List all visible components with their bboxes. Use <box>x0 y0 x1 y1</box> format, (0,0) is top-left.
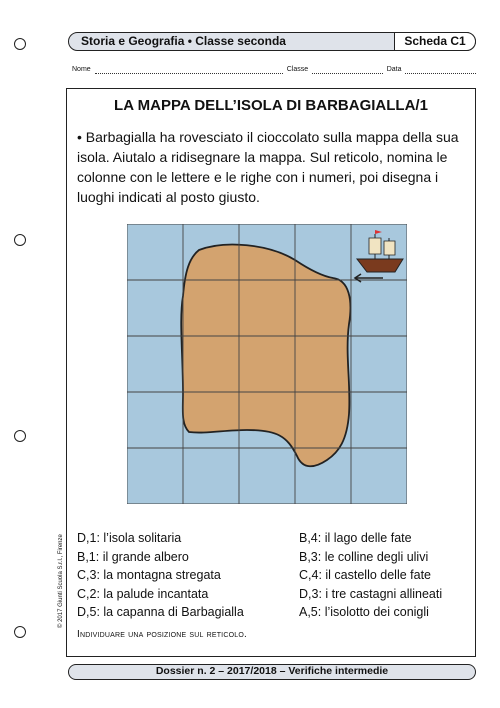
legend-row <box>77 603 469 622</box>
header-bar <box>68 32 476 51</box>
legend-row <box>77 548 469 567</box>
legend-item: C,4: il castello delle fate <box>299 568 432 582</box>
legend-item: D,3: i tre castagni allineati <box>299 586 443 601</box>
binder-hole-1 <box>14 38 26 50</box>
class-field[interactable] <box>312 66 383 74</box>
class-label: Classe <box>286 66 309 73</box>
legend-item: D,5: la capanna di Barbagialla <box>77 605 244 619</box>
legend-item: A,5: l’isolotto dei conigli <box>299 605 429 619</box>
instruction-note: Individuare una posizione sul reticolo. <box>77 629 247 640</box>
footer-bar: Dossier n. 2 – 2017/2018 – Verifiche intermedie <box>68 664 476 680</box>
binder-hole-2 <box>14 234 26 246</box>
legend-item: B,1: il grande albero <box>77 549 189 564</box>
legend <box>77 529 469 622</box>
sheet-label: Scheda C1 <box>394 32 476 51</box>
legend-row <box>77 529 469 548</box>
date-field[interactable] <box>405 66 476 74</box>
legend-item: B,3: le colline degli ulivi <box>299 549 429 564</box>
legend-item: B,4: il lago delle fate <box>299 531 412 545</box>
worksheet-frame <box>66 88 476 657</box>
header-title: Storia e Geografia • Classe seconda <box>81 34 286 48</box>
legend-item: D,1: l’isola solitaria <box>77 531 182 545</box>
worksheet-title: LA MAPPA DELL’ISOLA DI BARBAGIALLA/1 <box>114 97 428 114</box>
student-fields <box>72 66 476 74</box>
legend-row <box>77 566 469 585</box>
island-map-grid <box>127 224 407 504</box>
name-field[interactable] <box>95 66 283 74</box>
copyright: © 2017 Giunti Scuola S.r.l., Firenze <box>58 534 64 628</box>
legend-row <box>77 585 469 604</box>
date-label: Data <box>386 66 402 73</box>
binder-hole-3 <box>14 430 26 442</box>
instructions: • Barbagialla ha rovesciato il cioccolato sulla mappa della sua isola. Aiutalo a ridisegnare la mappa. Sul reticolo, nomina le colonne con le lettere e le righe con i numeri, poi disegna i luoghi indicati al posto giusto. <box>77 129 459 205</box>
legend-item: C,2: la palude incantata <box>77 586 209 601</box>
binder-hole-4 <box>14 626 26 638</box>
name-label: Nome <box>72 66 91 73</box>
legend-item: C,3: la montagna stregata <box>77 568 221 582</box>
